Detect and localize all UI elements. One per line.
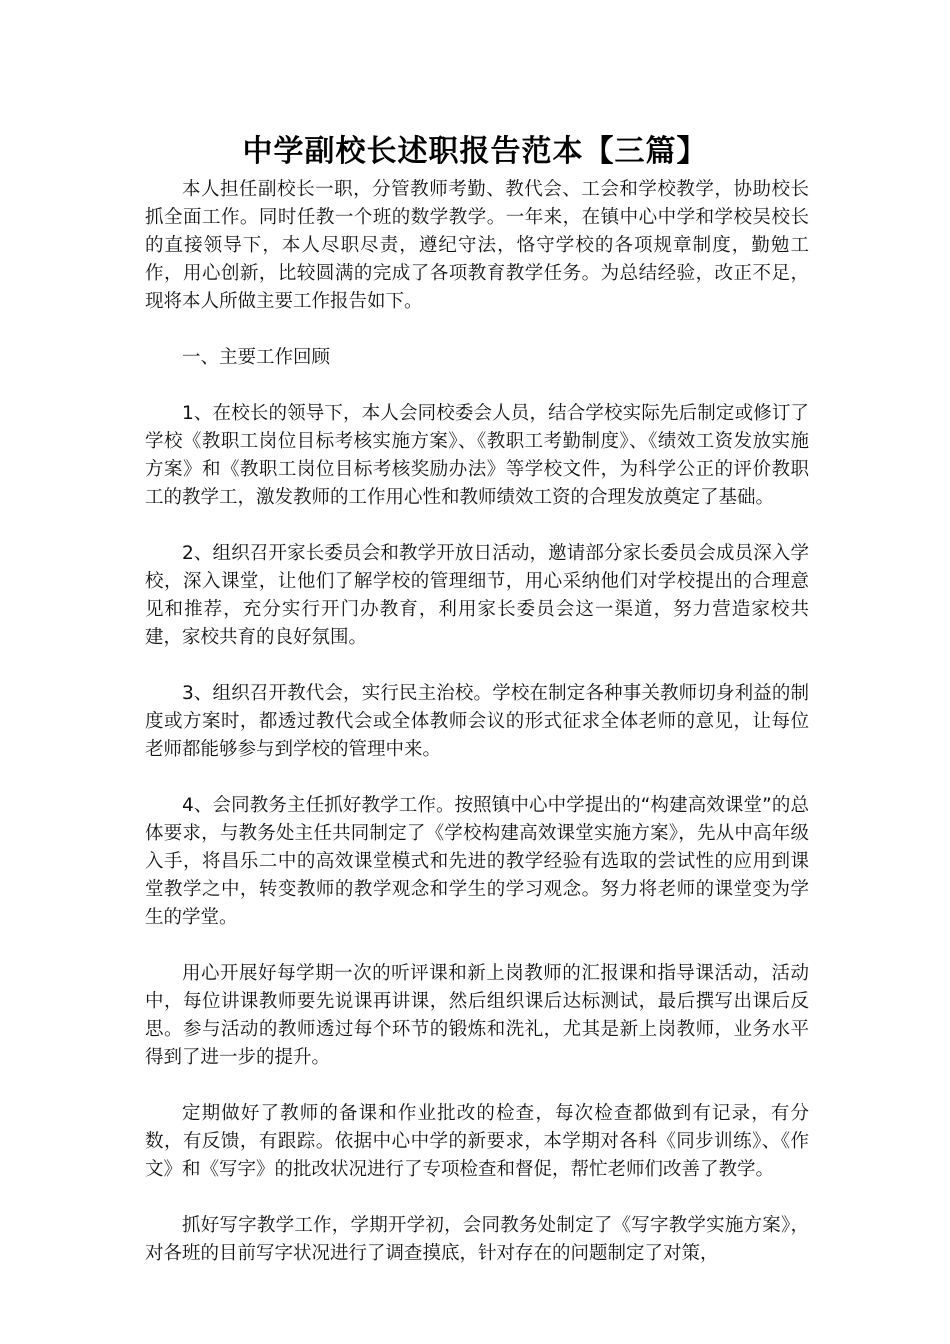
paragraph-item-4: 4、会同教务主任抓好教学工作。按照镇中心中学提出的“构建高效课堂”的总体要求，与教务处主任共同制定了《学校构建高效课堂实施方案》，先从中高年级入手，将昌乐二中的高效课堂模式和先进的教学经验有选取的尝试性的应用到课堂教学之中，转变教师的教学观念和学生的学习观念。努力将老师的课堂变为学生的学堂。 (145, 795, 809, 928)
paragraph-writing-teaching: 抓好写字教学工作，学期开学初，会同教务处制定了《写字教学实施方案》，对各班的目前写字状况进行了调查摸底，针对存在的问题制定了对策， (145, 1215, 809, 1264)
document-body (145, 176, 809, 1268)
paragraph-homework-checks: 定期做好了教师的备课和作业批改的检查，每次检查都做到有记录，有分数，有反馈，有跟踪。依据中心中学的新要求，本学期对各科《同步训练》、《作文》和《写字》的批改状况进行了专项检查和督促，帮忙老师们改善了教学。 (145, 1103, 809, 1180)
document-title: 中学副校长述职报告范本【三篇】 (242, 134, 708, 169)
paragraph-lesson-activities: 用心开展好每学期一次的听评课和新上岗教师的汇报课和指导课活动，活动中，每位讲课教师要先说课再讲课，然后组织课后达标测试，最后撰写出课后反思。参与活动的教师透过每个环节的锻炼和洗礼，尤其是新上岗教师，业务水平得到了进一步的提升。 (145, 963, 809, 1068)
paragraph-intro: 本人担任副校长一职，分管教师考勤、教代会、工会和学校教学，协助校长抓全面工作。同时任教一个班的数学教学。一年来，在镇中心中学和学校吴校长的直接领导下，本人尽职尽责，遵纪守法，恪守学校的各项规章制度，勤勉工作，用心创新，比较圆满的完成了各项教育教学任务。为总结经验，改正不足，现将本人所做主要工作报告如下。 (145, 179, 809, 312)
paragraph-item-2: 2、组织召开家长委员会和教学开放日活动，邀请部分家长委员会成员深入学校，深入课堂，让他们了解学校的管理细节，用心采纳他们对学校提出的合理意见和推荐，充分实行开门办教育，利用家长委员会这一渠道，努力营造家校共建，家校共育的良好氛围。 (145, 543, 809, 648)
paragraph-item-3: 3、组织召开教代会，实行民主治校。学校在制定各种事关教师切身利益的制度或方案时，都透过教代会或全体教师会议的形式征求全体老师的意见，让每位老师都能够参与到学校的管理中来。 (145, 683, 809, 760)
paragraph-item-1: 1、在校长的领导下，本人会同校委会人员，结合学校实际先后制定或修订了学校《教职工岗位目标考核实施方案》、《教职工考勤制度》、《绩效工资发放实施方案》和《教职工岗位目标考核奖励办法》等学校文件，为科学公正的评价教职工的教学工，激发教师的工作用心性和教师绩效工资的合理发放奠定了基础。 (145, 403, 809, 508)
section-heading: 一、主要工作回顾 (182, 347, 331, 368)
